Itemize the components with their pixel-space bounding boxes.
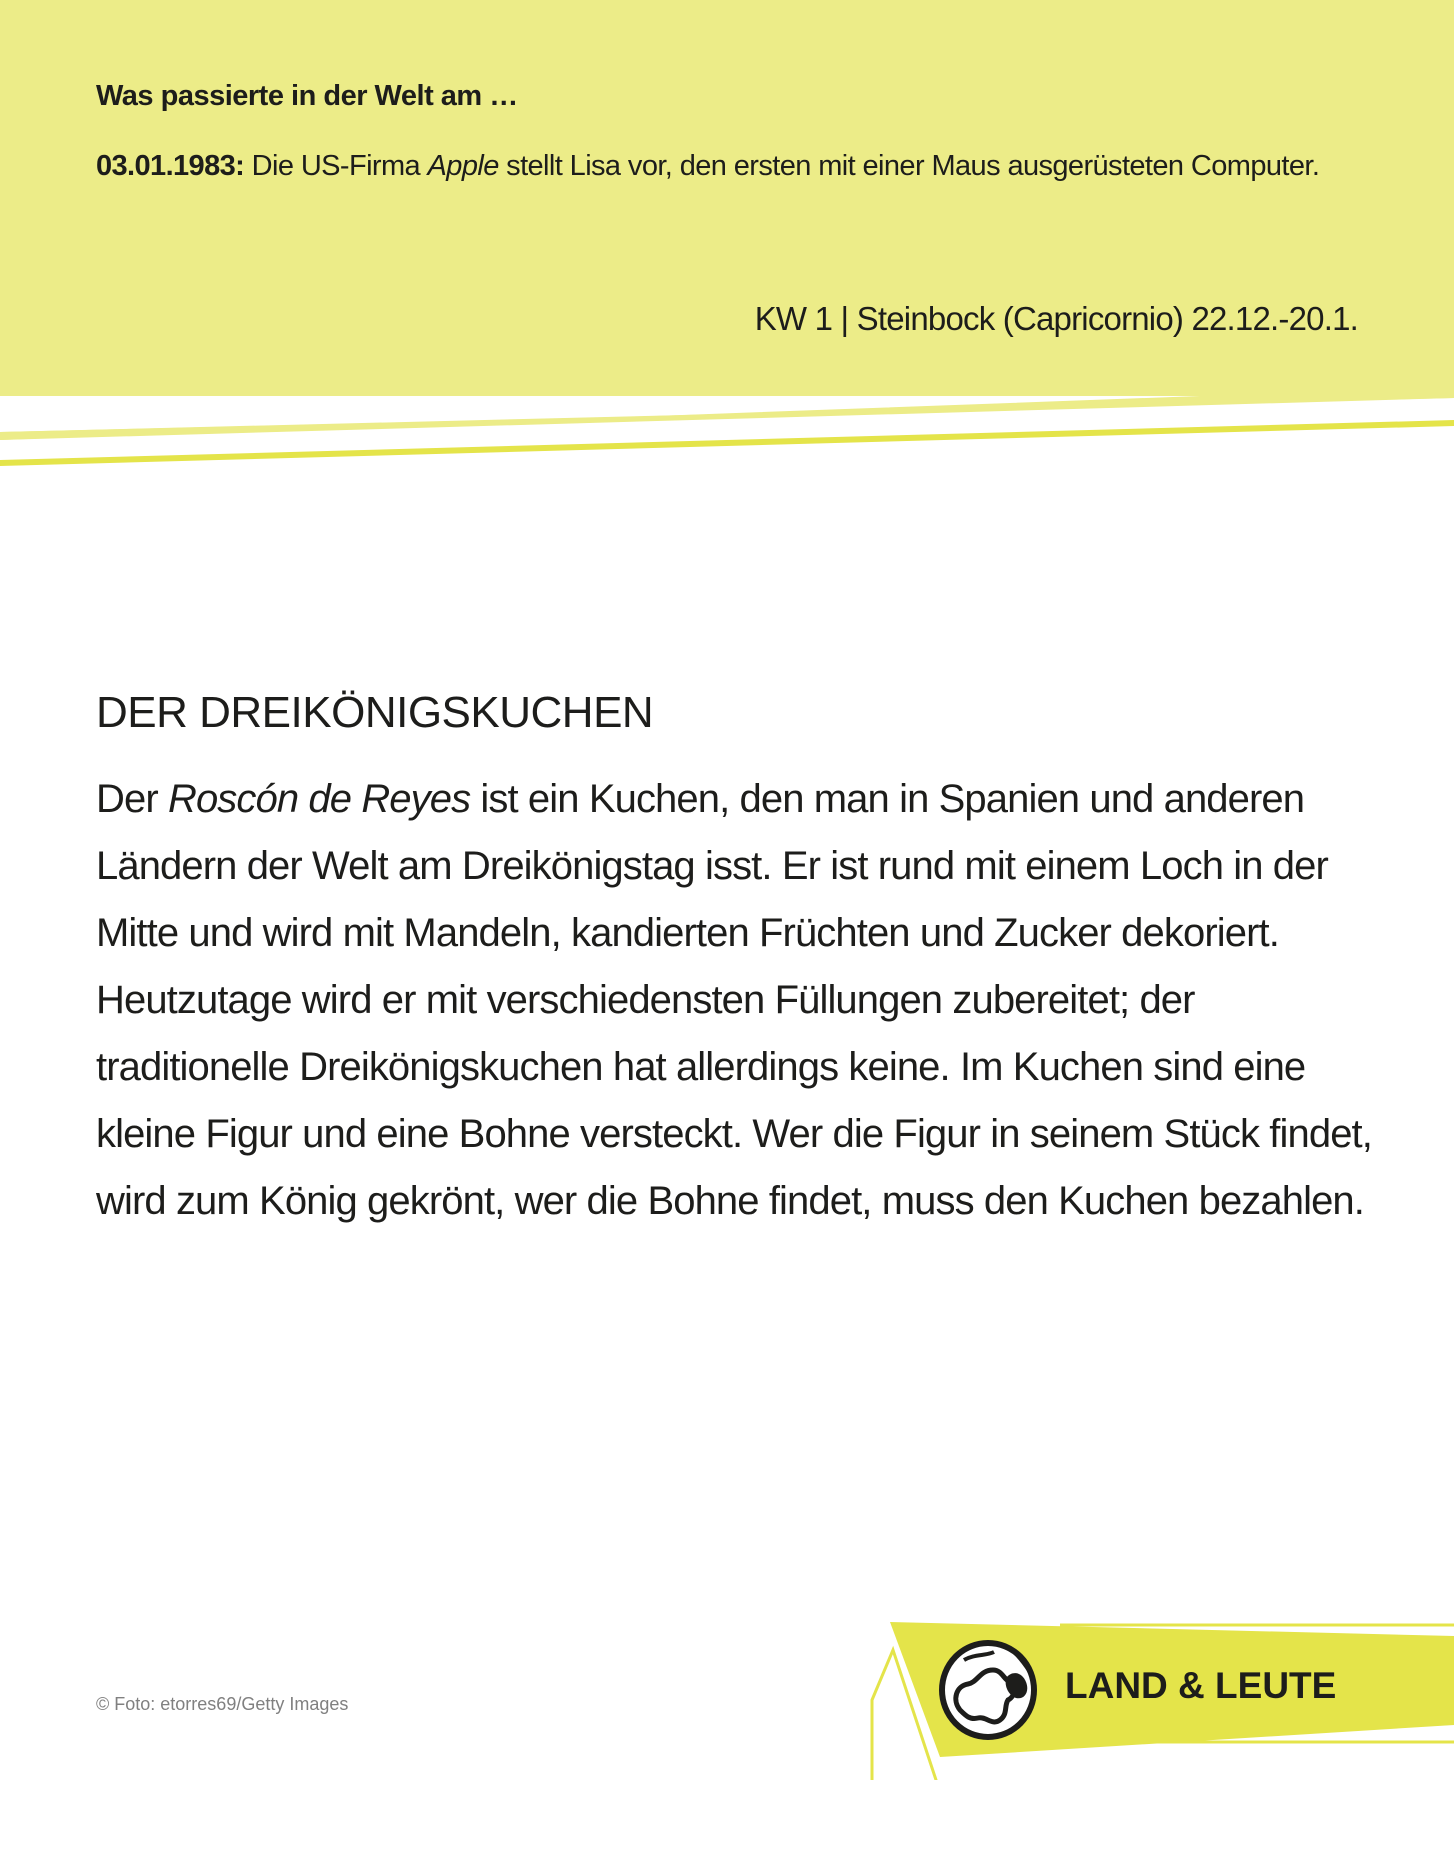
week-zodiac-info: KW 1 | Steinbock (Capricornio) 22.12.-20.1.: [754, 300, 1358, 337]
article-body: [96, 766, 1386, 1235]
globe-icon: [938, 1640, 1038, 1740]
cake-name: Roscón de Reyes: [167, 777, 471, 821]
header-panel: [0, 0, 1454, 396]
header-title: Was passierte in der Welt am …: [96, 80, 518, 112]
body-text-before: Der: [96, 777, 168, 821]
category-label: LAND & LEUTE: [1065, 1665, 1337, 1706]
decorative-stripes: [0, 380, 1454, 480]
body-text-after: ist ein Kuchen, den man in Spanien und anderen Ländern der Welt am Dreikönigstag isst. Er ist rund mit einem Loch in der Mitte und wird mit Mandeln, kandierten Früchten und Zucker dekoriert. Heutzutage wird er mit verschiedensten Füllungen zubereitet; der traditionelle Dreikönigskuchen hat allerdings keine. Im Kuchen sind eine kleine Figur und eine Bohne versteckt. Wer die Figur in seinem Stück findet, wird zum König gekrönt, wer die Bohne findet, muss den Kuchen bezahlen.: [96, 777, 1372, 1223]
historical-event: [96, 140, 1356, 192]
article-title: DER DREIKÖNIGSKUCHEN: [96, 688, 654, 737]
event-date: 03.01.1983:: [96, 150, 245, 182]
photo-credit: © Foto: etorres69/Getty Images: [96, 1694, 349, 1714]
event-text-after: stellt Lisa vor, den ersten mit einer Maus ausgerüsteten Computer.: [498, 150, 1320, 182]
event-company: Apple: [427, 150, 499, 182]
event-text-before: Die US-Firma: [244, 150, 428, 182]
